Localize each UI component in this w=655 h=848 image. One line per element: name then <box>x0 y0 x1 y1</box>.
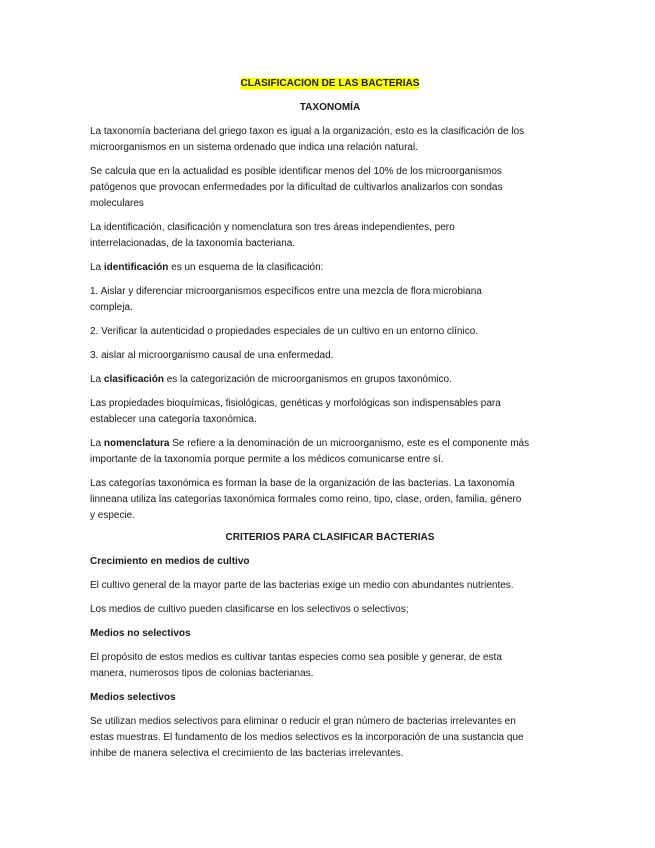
paragraph-line: moleculares <box>90 198 144 209</box>
clasificacion-paragraph: La clasificación es la categorización de microorganismos en grupos taxonómico. <box>90 374 452 385</box>
paragraph-line: Las propiedades bioquímicas, fisiológicas, genéticas y morfológicas son indispensables para <box>90 398 501 409</box>
paragraph-line: importante de la taxonomía porque permite a los médicos comunicarse entre sí. <box>90 454 444 465</box>
paragraph-line: La identificación, clasificación y nomenclatura son tres áreas independientes, pero <box>90 222 455 233</box>
paragraph-line: inhibe de manera selectiva el crecimiento de las bacterias irrelevantes. <box>90 748 404 759</box>
document-title: CLASIFICACION DE LAS BACTERIAS <box>240 78 420 89</box>
paragraph-line: Se calcula que en la actualidad es posible identificar menos del 10% de los microorganismos <box>90 166 502 177</box>
subheading-no-selectivos: Medios no selectivos <box>90 628 191 639</box>
list-item: compleja. <box>90 302 133 313</box>
term-identificacion: identificación <box>103 262 169 273</box>
identificacion-paragraph: La identificación es un esquema de la clasificación: <box>90 262 324 273</box>
paragraph-line: y especie. <box>90 510 136 521</box>
subheading-selectivos: Medios selectivos <box>90 692 176 703</box>
paragraph-line: microorganismos en un sistema ordenado que indica una relación natural. <box>90 142 418 153</box>
paragraph-line: manera, numerosos tipos de colonias bacterianas. <box>90 668 314 679</box>
subheading-cultivo: Crecimiento en medios de cultivo <box>90 556 250 567</box>
list-item: 1. Aislar y diferenciar microorganismos específicos entre una mezcla de flora microbiana <box>90 286 482 297</box>
term-clasificacion: clasificación <box>103 374 164 385</box>
nomenclatura-paragraph: La nomenclatura Se refiere a la denominación de un microorganismo, este es el componente más <box>90 438 530 449</box>
paragraph-line: interrelacionadas, de la taxonomía bacteriana. <box>90 238 296 249</box>
paragraph-line: establecer una categoría taxonómica. <box>90 414 257 425</box>
paragraph-line: Los medios de cultivo pueden clasificarse en los selectivos o selectivos; <box>90 604 409 615</box>
paragraph-line: Se utilizan medios selectivos para eliminar o reducir el gran número de bacterias irrelevantes en <box>90 716 516 727</box>
list-item: 3. aislar al microorganismo causal de una enfermedad. <box>90 350 334 361</box>
paragraph-line: patógenos que provocan enfermedades por la dificultad de cultivarlos analizarlos con sondas <box>90 182 503 193</box>
paragraph-line: El cultivo general de la mayor parte de las bacterias exige un medio con abundantes nutrientes. <box>90 580 514 591</box>
section-title-criterios: CRITERIOS PARA CLASIFICAR BACTERIAS <box>225 532 435 543</box>
term-nomenclatura: nomenclatura <box>103 438 170 449</box>
section-title-taxonomia: TAXONOMÍA <box>299 102 361 113</box>
paragraph-line: Las categorías taxonómica es forman la base de la organización de las bacterias. La taxonomía <box>90 478 515 489</box>
paragraph-line: linneana utiliza las categorías taxonómica formales como reino, tipo, clase, orden, familia, género <box>90 494 522 505</box>
paragraph-line: La taxonomía bacteriana del griego taxon es igual a la organización, esto es la clasificación de los <box>90 126 525 137</box>
paragraph-line: estas muestras. El fundamento de los medios selectivos es la incorporación de una sustancia que <box>90 732 524 743</box>
paragraph-line: El propósito de estos medios es cultivar tantas especies como sea posible y generar, de esta <box>90 652 502 663</box>
list-item: 2. Verificar la autenticidad o propiedades especiales de un cultivo en un entorno clínico. <box>90 326 479 337</box>
